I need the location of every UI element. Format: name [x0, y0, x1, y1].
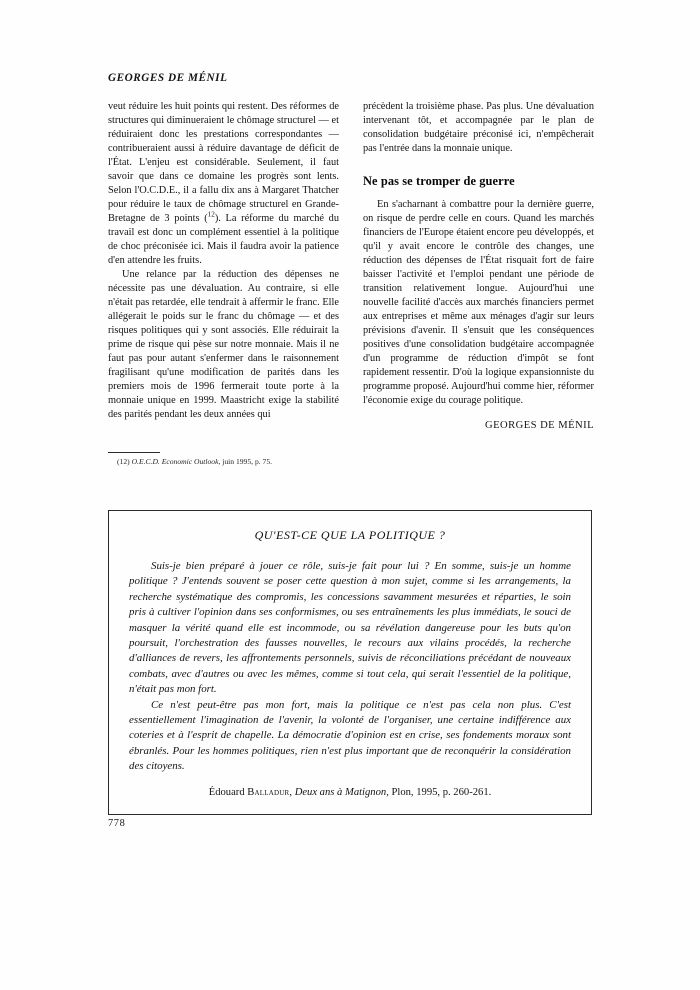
quotation-title: QU'EST-CE QUE LA POLITIQUE ?	[254, 528, 446, 542]
paragraph: En s'acharnant à combattre pour la dernière guerre, on risque de perdre celle en cours. Quand les marchés financiers de l'Europe étaient encore peu développés, et qu'il y avait encore le contrôle des changes, une réduction des dépenses de l'État risquait fort de faire baisser l'activité et l'emploi pendant une période de transition relativement longue. Aujourd'hui une nouvelle facilité d'accès aux marchés financiers permet aux entreprises et même aux ménages d'agir sur leurs prévisions d'avenir. Il s'ensuit que les conséquences positives d'une consolidation budgétaire accompagnée d'un programme de réduction d'impôt se font rapidement ressentir. D'où la logique expansionniste du programme proposé. Aujourd'hui comme hier, réformer l'économie exige du courage politique.	[363, 199, 594, 406]
attribution-separator: ,	[289, 786, 295, 798]
quotation-paragraph: Ce n'est peut-être pas mon fort, mais la politique ce n'est pas cela non plus. C'est essentiellement l'imagination de l'avenir, la volonté de l'organiser, une certaine indifférence aux coteries et à l'esprit de chapelle. La démocratie d'opinion est en crise, ses fondements moraux sont ébranlés. Pour les hommes politiques, rien n'est plus important que de reconquérir la considération des citoyens.	[129, 698, 571, 773]
section-heading: Ne pas se tromper de guerre	[363, 174, 515, 188]
footnote-reference[interactable]: 12	[207, 210, 215, 219]
running-head: GEORGES DE MÉNIL	[108, 72, 228, 84]
quotation-box	[108, 510, 592, 815]
footnote-rule	[108, 452, 160, 453]
right-column	[363, 100, 594, 431]
quotation-paragraph: Suis-je bien préparé à jouer ce rôle, suis-je fait pour lui ? En somme, suis-je un homme politique ? J'entends souvent se poser cette question à mon sujet, comme si les arrangements, la recherche systématique des compromis, les concessions savamment mesurées et réparties, le soin pris à cultiver l'opinion dans ses conformismes, ou ses entraînements les plus immédiats, le souci de masquer la vérité quand elle est incommode, ou sa révélation dangereuse pour les buts qu'on poursuit, l'orchestration des fausses nouvelles, le recours aux vilains procédés, la recherche d'alliances de revers, les affrontements personnels, suivis de réconciliations précédant de nouveaux combats, avec d'autres ou avec les mêmes, comme si tout cela, qui serait l'essentiel de la politique, n'était pas mon fort.	[129, 560, 571, 696]
paragraph-text-continued: ). La réforme du marché du travail est donc un complément essentiel à la politique de choc préconisée ici. Mais il faudra avoir la patience d'en attendre les fruits.	[108, 213, 339, 266]
attribution-work-title: Deux ans à Matignon	[294, 786, 387, 798]
body-columns	[108, 100, 594, 431]
attribution-last-name: Balladur	[247, 786, 290, 798]
left-column	[108, 100, 339, 431]
footnote-source: O.E.C.D. Economic Outlook	[131, 457, 219, 466]
footnote	[108, 457, 339, 467]
paragraph: Une relance par la réduction des dépenses ne nécessite pas une dévaluation. Au contraire, si elle n'était pas retardée, elle tendrait à affermir le franc. Elle allégerait le poids sur le franc du chômage — et des risques politiques qui y sont associés. Elle réduirait la prime de risque qui pèse sur notre monnaie. Mais il ne faut pas pour autant s'enfermer dans le raisonnement fragilisant qu'une modification de parités dans les premiers mois de 1996 fermerait toute porte à la monnaie unique en 1999. Maastricht exige la stabilité des parités pendant les deux années qui	[108, 269, 339, 420]
paragraph	[108, 100, 339, 268]
author-byline: GEORGES DE MÉNIL	[484, 420, 594, 431]
paragraph-text: veut réduire les huit points qui restent. Des réformes de structures qui diminueraient le chômage structurel — et réduiraient donc les prestations correspondantes — contribueraient aussi à réduire davantage de déficit de l'État. L'enjeu est considérable. Seulement, il faut savoir que dans ce domaine les progrès sont lents. Selon l'O.C.D.E., il a fallu dix ans à Margaret Thatcher pour réduire le taux de chômage structurel en Grande-Bretagne de 3 points (	[108, 101, 339, 224]
attribution-first-name: Édouard	[208, 786, 248, 798]
quotation-attribution	[129, 786, 571, 800]
footnote-number: (12)	[117, 457, 130, 466]
paragraph: précèdent la troisième phase. Pas plus. Une dévaluation intervenant tôt, et accompagnée par le plan de consolidation budgétaire préconisé ici, n'empêcherait pas l'entrée dans la monnaie unique.	[363, 101, 594, 154]
footnote-zone	[108, 452, 339, 467]
attribution-publication: , Plon, 1995, p. 260-261.	[386, 786, 492, 798]
page-number: 778	[108, 818, 126, 829]
footnote-rest: , juin 1995, p. 75.	[218, 457, 273, 466]
